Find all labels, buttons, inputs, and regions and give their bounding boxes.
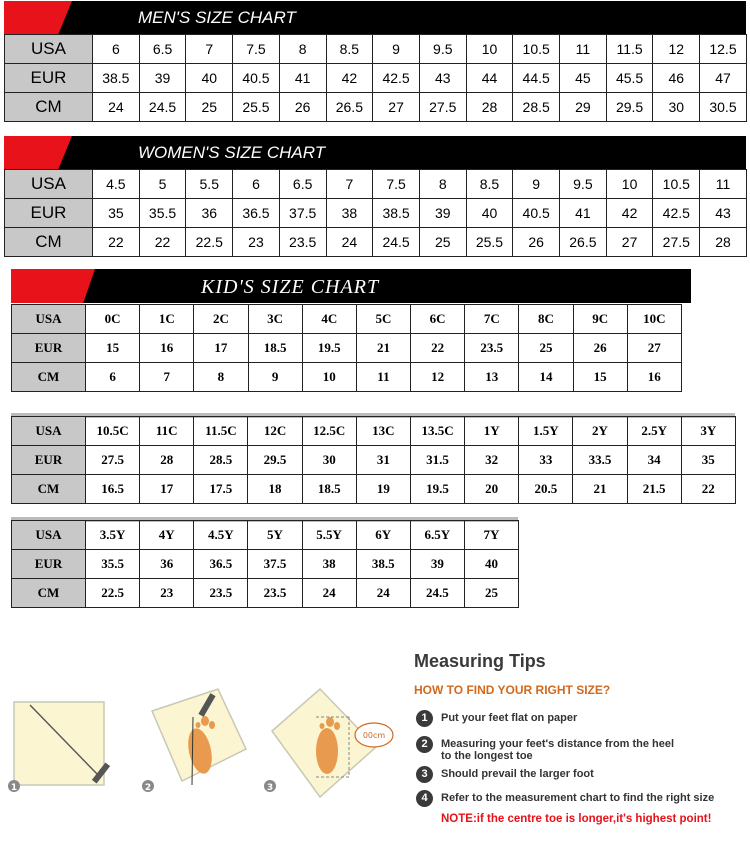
size-cell: 43 (419, 64, 466, 93)
size-cell: 11 (356, 363, 410, 392)
size-cell: 15 (86, 334, 140, 363)
size-cell: 24 (302, 579, 356, 608)
size-cell: 36.5 (194, 550, 248, 579)
size-cell: 36 (140, 550, 194, 579)
row-label: CM (5, 228, 93, 257)
size-cell: 38 (302, 550, 356, 579)
size-cell: 7 (326, 170, 373, 199)
size-cell: 10 (466, 35, 513, 64)
kids-size-table-1 (11, 304, 682, 392)
size-cell: 22 (139, 228, 186, 257)
size-cell: 25 (419, 228, 466, 257)
size-cell: 5Y (248, 521, 302, 550)
size-cell: 41 (279, 64, 326, 93)
step-text: Should prevail the larger foot (441, 768, 594, 780)
size-cell: 6Y (356, 521, 410, 550)
size-cell: 37.5 (248, 550, 302, 579)
size-cell: 38.5 (93, 64, 140, 93)
size-cell: 24.5 (410, 579, 464, 608)
size-cell: 32 (465, 446, 519, 475)
size-cell: 0C (86, 305, 140, 334)
size-cell: 29.5 (248, 446, 302, 475)
size-row-usa (12, 521, 519, 550)
size-cell: 10 (606, 170, 653, 199)
step-number: 2 (416, 736, 433, 753)
size-cell: 26 (573, 334, 627, 363)
size-cell: 10 (302, 363, 356, 392)
tips-note: NOTE:if the centre toe is longer,it's highest point! (441, 813, 712, 825)
size-cell: 43 (700, 199, 747, 228)
men-chart-header (4, 1, 746, 34)
size-cell: 18.5 (302, 475, 356, 504)
row-label: EUR (12, 334, 86, 363)
tip-step-4 (416, 790, 714, 807)
size-cell: 26 (513, 228, 560, 257)
size-row-usa (5, 170, 747, 199)
size-row-cm (12, 579, 519, 608)
row-label: USA (12, 417, 86, 446)
size-cell: 25 (186, 93, 233, 122)
size-cell: 23.5 (279, 228, 326, 257)
size-row-eur (12, 446, 736, 475)
row-label: CM (12, 579, 86, 608)
paper-and-pen-icon (8, 702, 110, 793)
size-cell: 9 (373, 35, 420, 64)
size-cell: 19.5 (410, 475, 464, 504)
size-cell: 34 (627, 446, 681, 475)
size-cell: 8C (519, 305, 573, 334)
size-cell: 40.5 (513, 199, 560, 228)
size-cell: 6C (411, 305, 465, 334)
size-cell: 39 (139, 64, 186, 93)
men-chart-title: MEN'S SIZE CHART (138, 8, 296, 27)
size-cell: 1Y (465, 417, 519, 446)
red-accent (4, 136, 72, 169)
size-cell: 8 (419, 170, 466, 199)
size-cell: 29 (560, 93, 607, 122)
size-cell: 45.5 (606, 64, 653, 93)
size-cell: 27.5 (653, 228, 700, 257)
size-row-cm (5, 228, 747, 257)
size-cell: 27.5 (86, 446, 140, 475)
size-row-usa (12, 305, 682, 334)
tips-title: Measuring Tips (414, 651, 546, 671)
measuring-illustrations (0, 685, 400, 815)
size-cell: 12 (411, 363, 465, 392)
illustration-number-2: 2 (144, 783, 152, 793)
size-cell: 25.5 (466, 228, 513, 257)
size-cell: 36 (186, 199, 233, 228)
size-cell: 6.5Y (410, 521, 464, 550)
size-cell: 11.5 (606, 35, 653, 64)
size-cell: 12C (248, 417, 302, 446)
size-cell: 2.5Y (627, 417, 681, 446)
size-cell: 40 (464, 550, 518, 579)
size-cell: 13 (465, 363, 519, 392)
size-cell: 10.5 (653, 170, 700, 199)
row-label: CM (12, 363, 86, 392)
size-cell: 31 (356, 446, 410, 475)
size-cell: 30 (653, 93, 700, 122)
size-cell: 10C (627, 305, 681, 334)
size-cell: 35.5 (139, 199, 186, 228)
size-cell: 10.5 (513, 35, 560, 64)
size-cell: 28 (700, 228, 747, 257)
size-row-usa (12, 417, 736, 446)
size-cell: 2C (194, 305, 248, 334)
kids-size-table-2 (11, 416, 736, 504)
size-cell: 24 (326, 228, 373, 257)
size-cell: 16 (627, 363, 681, 392)
size-cell: 27 (373, 93, 420, 122)
size-cell: 25 (519, 334, 573, 363)
size-cell: 35 (681, 446, 735, 475)
size-cell: 5.5Y (302, 521, 356, 550)
size-cell: 42.5 (373, 64, 420, 93)
size-cell: 8.5 (466, 170, 513, 199)
size-cell: 22.5 (186, 228, 233, 257)
row-label: USA (5, 35, 93, 64)
red-accent (11, 269, 95, 303)
size-cell: 7.5 (373, 170, 420, 199)
foot-tracing-icon (142, 689, 246, 793)
step-text: Refer to the measurement chart to find the right size (441, 792, 715, 804)
size-row-eur (12, 334, 682, 363)
size-cell: 3Y (681, 417, 735, 446)
size-cell: 26.5 (560, 228, 607, 257)
size-cell: 23 (233, 228, 280, 257)
row-label: EUR (5, 64, 93, 93)
size-cell: 30.5 (700, 93, 747, 122)
size-cell: 6.5 (279, 170, 326, 199)
size-cell: 5C (356, 305, 410, 334)
size-cell: 40 (186, 64, 233, 93)
size-cell: 1C (140, 305, 194, 334)
size-cell: 36.5 (233, 199, 280, 228)
size-cell: 35 (93, 199, 140, 228)
step-number: 4 (416, 790, 433, 807)
kids-size-table-3 (11, 520, 519, 608)
size-cell: 39 (419, 199, 466, 228)
size-cell: 12.5C (302, 417, 356, 446)
row-label: USA (5, 170, 93, 199)
size-cell: 40 (466, 199, 513, 228)
size-cell: 11 (560, 35, 607, 64)
tip-step-1 (416, 710, 577, 727)
row-label: CM (12, 475, 86, 504)
size-cell: 44 (466, 64, 513, 93)
size-cell: 19 (356, 475, 410, 504)
men-size-table (4, 34, 747, 122)
kids-chart-header (11, 269, 691, 303)
size-cell: 23.5 (248, 579, 302, 608)
size-cell: 21 (573, 475, 627, 504)
size-cell: 16 (140, 334, 194, 363)
size-cell: 7Y (464, 521, 518, 550)
size-cell: 11.5C (194, 417, 248, 446)
size-cell: 8.5 (326, 35, 373, 64)
size-cell: 18.5 (248, 334, 302, 363)
row-label: USA (12, 521, 86, 550)
size-cell: 6.5 (139, 35, 186, 64)
size-cell: 18 (248, 475, 302, 504)
size-row-cm (12, 475, 736, 504)
size-row-usa (5, 35, 747, 64)
size-cell: 39 (410, 550, 464, 579)
size-cell: 46 (653, 64, 700, 93)
size-cell: 9 (248, 363, 302, 392)
size-cell: 4Y (140, 521, 194, 550)
kids-chart-title: KID'S SIZE CHART (201, 276, 380, 298)
size-row-cm (5, 93, 747, 122)
size-cell: 38 (326, 199, 373, 228)
size-cell: 22.5 (86, 579, 140, 608)
row-label: CM (5, 93, 93, 122)
size-cell: 33 (519, 446, 573, 475)
size-cell: 47 (700, 64, 747, 93)
size-cell: 45 (560, 64, 607, 93)
size-cell: 4C (302, 305, 356, 334)
size-cell: 25 (464, 579, 518, 608)
size-cell: 17.5 (194, 475, 248, 504)
step-number: 3 (416, 766, 433, 783)
size-cell: 1.5Y (519, 417, 573, 446)
step-text: Measuring your feet's distance from the heel to the longest toe (441, 738, 675, 762)
illustration-number-3: 3 (266, 783, 274, 793)
size-cell: 5 (139, 170, 186, 199)
size-cell: 23 (140, 579, 194, 608)
size-cell: 7 (186, 35, 233, 64)
size-cell: 24.5 (373, 228, 420, 257)
size-cell: 42 (606, 199, 653, 228)
size-cell: 15 (573, 363, 627, 392)
size-cell: 35.5 (86, 550, 140, 579)
size-cell: 8 (279, 35, 326, 64)
size-cell: 28.5 (194, 446, 248, 475)
size-cell: 14 (519, 363, 573, 392)
size-cell: 28 (466, 93, 513, 122)
size-cell: 10.5C (86, 417, 140, 446)
size-cell: 4.5 (93, 170, 140, 199)
tips-subtitle: HOW TO FIND YOUR RIGHT SIZE? (414, 683, 611, 697)
step-text: Put your feet flat on paper (441, 712, 578, 724)
size-cell: 4.5Y (194, 521, 248, 550)
size-cell: 26 (279, 93, 326, 122)
size-cell: 2Y (573, 417, 627, 446)
size-cell: 21 (356, 334, 410, 363)
size-cell: 23.5 (465, 334, 519, 363)
size-cell: 12.5 (700, 35, 747, 64)
size-cell: 27 (627, 334, 681, 363)
size-cell: 31.5 (410, 446, 464, 475)
size-cell: 44.5 (513, 64, 560, 93)
size-cell: 29.5 (606, 93, 653, 122)
size-cell: 19.5 (302, 334, 356, 363)
size-cell: 13.5C (410, 417, 464, 446)
size-cell: 25.5 (233, 93, 280, 122)
size-cell: 8 (194, 363, 248, 392)
size-cell: 41 (560, 199, 607, 228)
size-cell: 23.5 (194, 579, 248, 608)
size-cell: 20 (465, 475, 519, 504)
size-cell: 22 (411, 334, 465, 363)
size-cell: 13C (356, 417, 410, 446)
size-cell: 28 (140, 446, 194, 475)
size-cell: 21.5 (627, 475, 681, 504)
size-cell: 16.5 (86, 475, 140, 504)
size-cell: 38.5 (373, 199, 420, 228)
size-cell: 42 (326, 64, 373, 93)
women-chart-header (4, 136, 746, 169)
illustration-number-1: 1 (10, 783, 18, 793)
size-cell: 26.5 (326, 93, 373, 122)
size-cell: 28.5 (513, 93, 560, 122)
size-cell: 33.5 (573, 446, 627, 475)
size-cell: 6 (86, 363, 140, 392)
women-size-table (4, 169, 747, 257)
size-cell: 22 (93, 228, 140, 257)
size-cell: 17 (194, 334, 248, 363)
size-cell: 30 (302, 446, 356, 475)
size-cell: 9C (573, 305, 627, 334)
red-accent (4, 1, 72, 34)
size-cell: 38.5 (356, 550, 410, 579)
size-cell: 9.5 (419, 35, 466, 64)
size-cell: 6 (93, 35, 140, 64)
size-cell: 37.5 (279, 199, 326, 228)
size-cell: 7 (140, 363, 194, 392)
size-cell: 3C (248, 305, 302, 334)
size-cell: 27.5 (419, 93, 466, 122)
size-cell: 5.5 (186, 170, 233, 199)
size-cell: 22 (681, 475, 735, 504)
size-cell: 9.5 (560, 170, 607, 199)
size-cell: 24 (93, 93, 140, 122)
foot-measure-icon (264, 689, 393, 797)
size-row-eur (5, 64, 747, 93)
size-cell: 3.5Y (86, 521, 140, 550)
tip-step-3 (416, 766, 594, 783)
size-cell: 11C (140, 417, 194, 446)
size-cell: 7.5 (233, 35, 280, 64)
size-cell: 17 (140, 475, 194, 504)
size-row-eur (5, 199, 747, 228)
size-cell: 6 (233, 170, 280, 199)
row-label: EUR (12, 446, 86, 475)
size-row-cm (12, 363, 682, 392)
size-cell: 40.5 (233, 64, 280, 93)
size-cell: 20.5 (519, 475, 573, 504)
row-label: USA (12, 305, 86, 334)
size-cell: 42.5 (653, 199, 700, 228)
step-number: 1 (416, 710, 433, 727)
size-cell: 12 (653, 35, 700, 64)
size-cell: 24 (356, 579, 410, 608)
size-cell: 27 (606, 228, 653, 257)
row-label: EUR (12, 550, 86, 579)
tip-step-2 (416, 736, 674, 762)
size-cell: 9 (513, 170, 560, 199)
women-chart-title: WOMEN'S SIZE CHART (138, 143, 326, 162)
size-row-eur (12, 550, 519, 579)
size-cell: 24.5 (139, 93, 186, 122)
measure-label: 00cm (362, 731, 386, 740)
size-cell: 11 (700, 170, 747, 199)
row-label: EUR (5, 199, 93, 228)
size-cell: 7C (465, 305, 519, 334)
